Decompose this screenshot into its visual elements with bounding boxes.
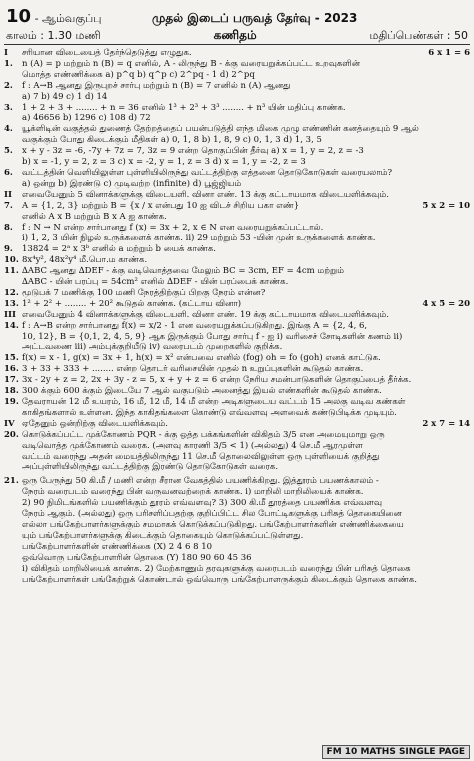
time-info: காலம் : 1.30 மணி: [6, 29, 101, 42]
q13: 13. 1² + 2² + ........ + 20² கூடுதல் காண்க. (கட்டாய வினா) 4 x 5 = 20: [4, 298, 470, 309]
q11: 11. ∆ABC ஆனது ∆DEF - க்கு வடிவொத்தவை மேலும் BC = 3cm, EF = 4cm மற்றும்: [4, 266, 344, 277]
q2-options: a) 7 b) 49 c) 1 d) 14: [22, 91, 108, 102]
q14-line2: 10, 12}, B = {0,1, 2, 4, 5, 9} ஆக இருக்கும் போது சார்பு f - ஐ i) வரிசைச் சோடிகளின் கணம் ii): [22, 331, 403, 342]
q21-line2: நேரம் வரைபடம் வரைந்து பின் வருவனவற்றைக் காண்க. i) மாறிலி மாறிலியைக் காண்க.: [22, 487, 364, 498]
section-4: IV ஏதேனும் ஒன்றிற்கு விடையளிக்கவும். 2 x 7 = 14: [4, 418, 470, 429]
q15: 15. f(x) = x - 1, g(x) = 3x + 1, h(x) = x² என்பவை எனில் (fog) oh = fo (goh) எனக் காட்டுக.: [4, 353, 381, 364]
q21-line10: [4, 596, 470, 607]
q4: 4. யூக்ளிடின் வகுத்தல் துணைத் தேற்றத்தைப் பயன்படுத்தி எந்த மிகை முழு எண்ணின் கனத்தையும் 9 ஆல்: [4, 124, 419, 135]
header: [6, 6, 468, 44]
q21-line5: எல்லா பங்கேற்பாளர்களுக்கும் சமமாகக் கொடுக்கப்படுகிறது. பங்கேற்பாளர்களின் எண்ணிக்கையை: [22, 519, 404, 530]
q21-line3: 2) 90 நிமிடங்களில் பயணிக்கும் தூரம் எவ்வளவு? 3) 300 கி.மீ தூரத்தை பயணிக்க எவ்வளவு: [22, 498, 383, 509]
q18: 18. 300 க்கும் 600 க்கும் இடையே 7 ஆல் வகுபடும் அனைத்து இயல் எண்களின் கூடுதல் காண்க.: [4, 386, 382, 397]
q6-options: a) ஒன்று b) இரண்டு c) முடிவற்ற (infinite) d) பூஜ்ஜியம்: [22, 178, 242, 189]
q21-line9: [4, 585, 470, 596]
q21-line4: நேரம் ஆகும். (அல்லது) ஒரு பரிசளிப்பதற்கு குறிப்பிட்ட சில போட்டிகளுக்கு பரிசுத் தொகையினை: [22, 509, 402, 520]
q21-table-row1: i) விகிதம் மாறிலியைக் காண்க. 2) மேற்காணும் தரவுகளுக்கு வரைபடம் வரைந்து பின் பரிசுத் தொகை: [22, 563, 411, 574]
exam-title: முதல் இடைப் பருவத் தேர்வு - 2023: [152, 11, 358, 25]
q8-line2: i) 1, 2, 3 யின் நிழல் உருக்களைக் காண்க. ii) 29 மற்றும் 53 -யின் முன் உருக்களைக் காண்க.: [22, 233, 376, 244]
q5: 5. x + y - 3z = -6, -7y + 7z = 7, 3z = 9 என்ற தொகுப்பின் தீர்வு a) x = 1, y = 2, z = -3: [4, 146, 364, 157]
section-2: II எவையேனும் 5 வினாக்களுக்கு விடையளி. வினா எண். 13 க்கு கட்டாயமாக விடையளிக்கவும்.: [4, 189, 389, 200]
q19-line2: காகிதங்களால் உள்ளன. இந்த காகிதங்களை கொண்டு எவ்வளவு அளவைக் கண்டுபிடிக்க முடியும்.: [22, 407, 397, 418]
q21-line7: பங்கேற்பாளர்களின் எண்ணிக்கை (X) 2 4 6 8 10: [22, 541, 213, 552]
q20-line2: வடிவொத்த முக்கோணம் வரைக. (அளவு காரணி 3/5 < 1) (அல்லது) 4 செ.மீ ஆரமுள்ள: [22, 440, 363, 451]
divider: [4, 44, 470, 45]
q2: 2. f : A→B ஆனது இருபுறச் சார்பு மற்றும் n (B) = 7 எனில் n (A) ஆனது: [4, 80, 291, 91]
section-3: III எவையேனும் 4 வினாக்களுக்கு விடையளி. வினா எண். 19 க்கு கட்டாயமாக விடையளிக்கவும்.: [4, 309, 389, 320]
q20-line4: அப்புள்ளியிலிருந்து வட்டத்திற்கு இரண்டு தொடுகோடுகள் வரைக.: [22, 462, 279, 473]
q5-options: b) x = -1, y = 2, z = 3 c) x = -2, y = 1, z = 3 d) x = 1, y = -2, z = 3: [22, 157, 306, 168]
q20: 20. கொடுக்கப்பட்ட முக்கோணம் PQR - க்கு ஒத்த பக்கங்களின் விகிதம் 3/5 என அமையுமாறு ஒரு: [4, 429, 385, 440]
q21-line8: ஒவ்வொரு பங்கேற்பாளரின் தொகை (Y) 180 90 60 45 36: [22, 552, 252, 563]
q3-options: a) 46656 b) 1296 c) 108 d) 72: [22, 113, 151, 124]
question-block: [4, 48, 470, 607]
q9: 9. 13824 = 2ᵃ x 3ᵇ எனில் a மற்றும் b யைக் காண்க.: [4, 244, 217, 255]
q20-line3: வட்டம் வரைந்து அதன் மையத்திலிருந்து 11 செ.மீ தொலைவிலுள்ள ஒரு புள்ளியைக் குறித்து: [22, 451, 380, 462]
q1: 1. n (A) = p மற்றும் n (B) = q எனில், A - லிருந்து B - க்கு வரையறுக்கப்பட்ட உறவுகளின்: [4, 58, 360, 69]
q21-table-row2: பங்கேற்பாளர்கள் பங்கேற்றுக் கொண்டால் ஒவ்வொரு பங்கேற்பாளருக்கும் கிடைக்கும் தொகை காண்க.: [22, 574, 417, 585]
q21-line6: யும் பங்கேற்பாளர்களுக்கு கிடைக்கும் தொகையும் கொடுக்கப்பட்டுள்ளது.: [22, 530, 304, 541]
q14: 14. f : A→B என்ற சார்பானது f(x) = x/2 - 1 என வரையறுக்கப்படுகிறது. இங்கு A = {2, 4, 6,: [4, 320, 368, 331]
q3: 3. 1 + 2 + 3 + ........ + n = 36 எனில் 1³ + 2³ + 3³ ........ + n³ யின் மதிப்பு காண்க.: [4, 102, 346, 113]
q21: 21. ஒரு பேருந்து 50 கி.மீ / மணி என்ற சீரான வேகத்தில் பயணிக்கிறது. இத்தூரம் பயணக்காலம் -: [4, 476, 379, 487]
q4-line2: வகுக்கும் போது கிடைக்கும் மீதிகள் a) 0, 1, 8 b) 1, 8, 9 c) 0, 1, 3 d) 1, 3, 5: [22, 135, 322, 146]
q1-options: மொத்த எண்ணிக்கை a) p^q b) q^p c) 2^pq - 1 d) 2^pq: [22, 69, 255, 80]
q17: 17. 3x - 2y + z = 2, 2x + 3y - z = 5, x + y + z = 6 என்ற நேரிய சமன்பாடுகளின் தொகுப்பைத் தீர்க்க.: [4, 375, 412, 386]
footer-tag: FM 10 MATHS SINGLE PAGE: [322, 745, 470, 759]
q12: 12. மூடுபக் 7 மணிக்கு 100 மணி நேரத்திற்குப் பிறகு நேரம் என்ன?: [4, 287, 266, 298]
marks-info: மதிப்பெண்கள் : 50: [369, 29, 468, 42]
section-1: I சரியான விடையைத் தேர்ந்தெடுத்து எழுதுக. 6 x 1 = 6: [4, 48, 470, 58]
subject: கணிதம்: [213, 28, 257, 42]
q11-line2: ∆ABC - யின் பரப்பு = 54cm² எனில் ∆DEF - யின் பரப்பைக் காண்க.: [22, 277, 289, 288]
q6: 6. வட்டத்தின் வெளியிலுள்ள புள்ளியிலிருந்து வட்டத்திற்கு எத்தனை தொடுகோடுகள் வரையலாம்?: [4, 167, 393, 178]
grade: 10 - ஆம்வகுப்பு: [6, 6, 102, 27]
q16: 16. 3 + 33 + 333 + ........ என்ற தொடர் வரிசையின் முதல் n உறுப்புகளின் கூடுதல் காண்க.: [4, 364, 364, 375]
q8: 8. f : N → N என்ற சார்பானது f (x) = 3x + 2, x ∈ N என வரையறுக்கப்பட்டால்.: [4, 222, 324, 233]
q7: 7. A = {1, 2, 3} மற்றும் B = {x / x என்பது 10 ஐ விடச் சிறிய பகா எண்} 5 x 2 = 10: [4, 200, 470, 211]
q10: 10. 8x⁴y², 48x²y⁴ மீ.பொ.ம காண்க.: [4, 255, 148, 266]
q7-line2: எனில் A x B மற்றும் B x A ஐ காண்க.: [22, 211, 167, 222]
q14-line3: அட்டவணை iii) அம்புக்குறியீடு iv) வரைபடம் முறைகளில் குறிக்க.: [22, 342, 283, 353]
q19: 19. தேவராயன் 12 மீ உயரம், 16 மீ, 12 மீ, 14 மீ என்ற அடிகளுடைய வட்டம் 15 அலகு வடிவ கண்கள்: [4, 397, 406, 407]
